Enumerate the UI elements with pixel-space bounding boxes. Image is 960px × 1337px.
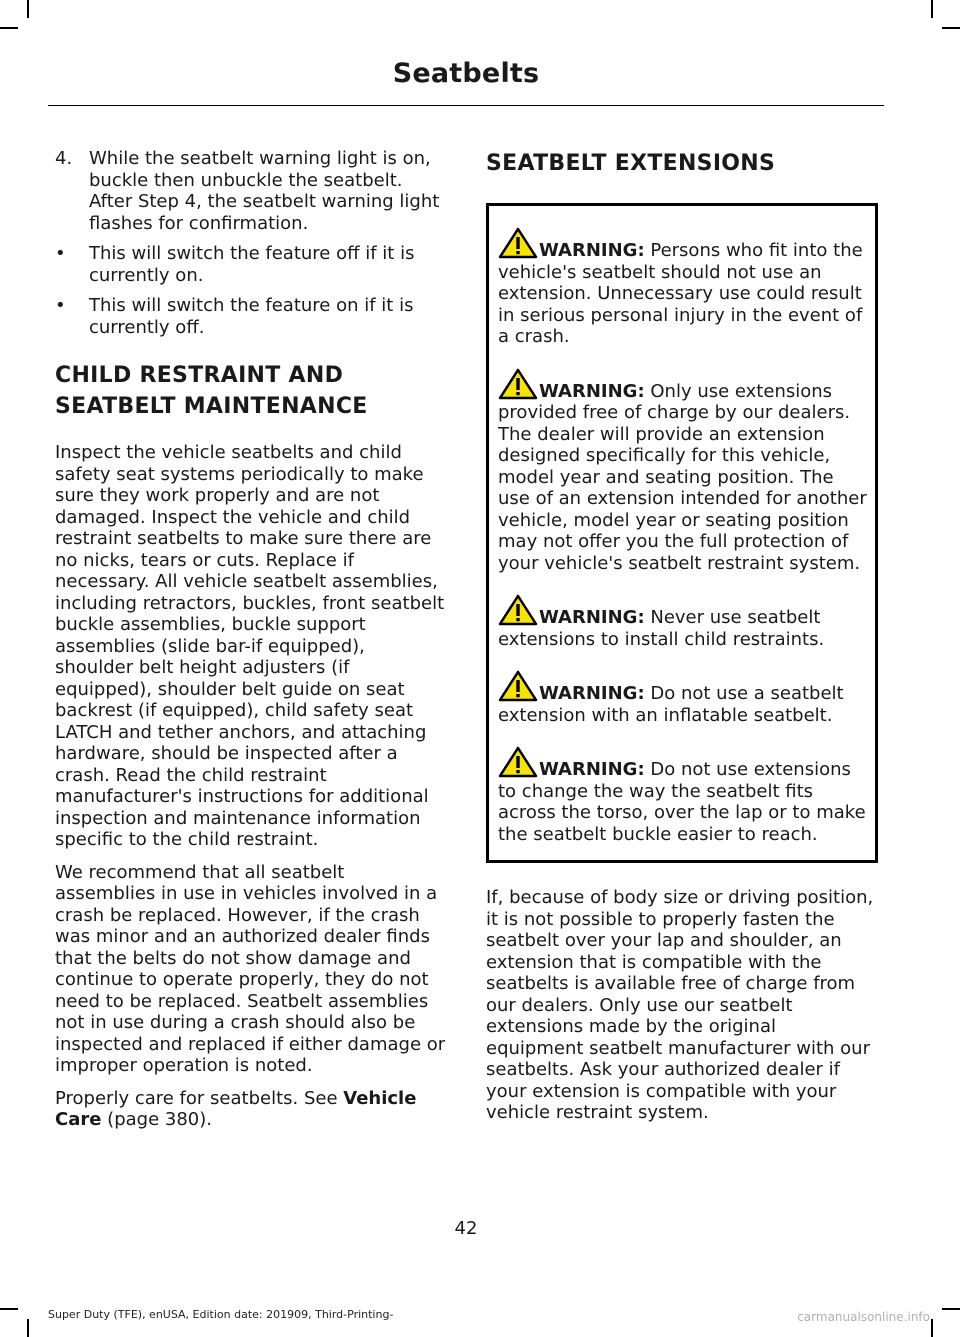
left-column — [55, 148, 447, 1142]
right-column — [486, 148, 878, 1135]
bullet-marker: • — [55, 243, 66, 264]
crop-mark — [27, 1319, 29, 1337]
warning-item — [498, 746, 867, 845]
warning-label: WARNING: — [539, 759, 645, 780]
page-title: Seatbelts — [392, 58, 540, 89]
edition-footer: Super Duty (TFE), enUSA, Edition date: 201909, Third-Printing- — [48, 1308, 394, 1321]
body-paragraph: We recommend that all seatbelt assemblies in use in vehicles involved in a crash be replaced. However, if the crash was minor and an authorized dealer finds that the belts do not show damage and continue to operate properly, they do not need to be replaced. Seatbelt assemblies not in use during a crash should also be inspected and replaced if either damage or improper operation is noted. — [55, 861, 446, 1076]
crop-mark — [27, 0, 29, 18]
list-item-text: This will switch the feature off if it is currently on. — [89, 243, 415, 286]
crop-mark — [931, 0, 933, 18]
crop-mark — [942, 1308, 960, 1310]
watermark: carmanualsonline.info — [797, 1310, 930, 1324]
crop-mark — [0, 27, 18, 29]
page-number: 42 — [454, 1218, 478, 1239]
cross-reference-suffix: (page 380). — [101, 1109, 212, 1130]
warning-triangle-icon — [498, 227, 538, 259]
cross-reference-prefix: Properly care for seatbelts. See — [55, 1087, 344, 1109]
warning-text: Do not use a seatbelt extension with an inflatable seatbelt. — [498, 683, 844, 726]
list-item — [55, 148, 447, 234]
warning-triangle-icon — [498, 746, 538, 778]
warning-box — [486, 203, 878, 863]
body-paragraph: Inspect the vehicle seatbelts and child safety seat systems periodically to make sure they work properly and are not damaged. Inspect the vehicle and child restraint seatbelts to make sure there are no nicks, tears or cuts. Replace if necessary. All vehicle seatbelt assemblies, including retractors, buckles, front seatbelt buckle assemblies, buckle support assemblies (slide bar-if equipped), shoulder belt height adjusters (if equipped), shoulder belt guide on seat backrest (if equipped), child safety seat LATCH and tether anchors, and attaching hardware, should be inspected after a crash. Read the child restraint manufacturer's instructions for additional inspection and maintenance information specific to the child restraint. — [55, 442, 445, 850]
warning-item — [498, 227, 867, 348]
vehicle-care-link[interactable]: Vehicle Care — [55, 1087, 417, 1130]
list-item-text: This will switch the feature on if it is currently off. — [89, 295, 414, 338]
warning-item — [498, 368, 867, 575]
list-item — [55, 295, 447, 338]
list-item — [55, 243, 447, 286]
section-heading: CHILD RESTRAINT AND SEATBELT MAINTENANCE — [55, 363, 368, 419]
warning-triangle-icon — [498, 368, 538, 400]
crop-mark — [931, 1319, 933, 1337]
warning-triangle-icon — [498, 670, 538, 702]
warning-item — [498, 670, 867, 726]
crop-mark — [942, 27, 960, 29]
list-marker: 4. — [55, 148, 73, 169]
bullet-marker: • — [55, 295, 66, 316]
warning-label: WARNING: — [539, 607, 645, 628]
warning-label: WARNING: — [539, 683, 645, 704]
warning-text: Never use seatbelt extensions to install child restraints. — [498, 607, 825, 650]
list-item-text: While the seatbelt warning light is on, buckle then unbuckle the seatbelt. After Step 4, the seatbelt warning light flashes for confirmation. — [89, 148, 440, 234]
body-paragraph: If, because of body size or driving position, it is not possible to properly fasten the seatbelt over your lap and shoulder, an extension that is compatible with the seatbelts is available free of charge from our dealers. Only use our seatbelt extensions made by the original equipment seatbelt manufacturer with our seatbelts. Ask your authorized dealer if your extension is compatible with your vehicle restraint system. — [486, 887, 874, 1123]
warning-text: Only use extensions provided free of charge by our dealers. The dealer will provide an extension designed specifically for this vehicle, model year and seating position. The use of an extension intended for another vehicle, model year or seating position may not offer you the full protection of your vehicle's seatbelt restraint system. — [498, 380, 867, 574]
warning-item — [498, 594, 867, 650]
warning-label: WARNING: — [539, 240, 645, 261]
cross-reference — [55, 1088, 447, 1131]
warning-text: Persons who fit into the vehicle's seatbelt should not use an extension. Unnecessary use could result in serious personal injury in the event of a crash. — [498, 240, 863, 347]
header-rule — [48, 105, 884, 106]
crop-mark — [0, 1308, 18, 1310]
warning-label: WARNING: — [539, 380, 645, 402]
section-heading: SEATBELT EXTENSIONS — [486, 151, 776, 176]
warning-triangle-icon — [498, 594, 538, 626]
warning-text: Do not use extensions to change the way the seatbelt fits across the torso, over the lap or to make the seatbelt buckle easier to reach. — [498, 759, 866, 845]
